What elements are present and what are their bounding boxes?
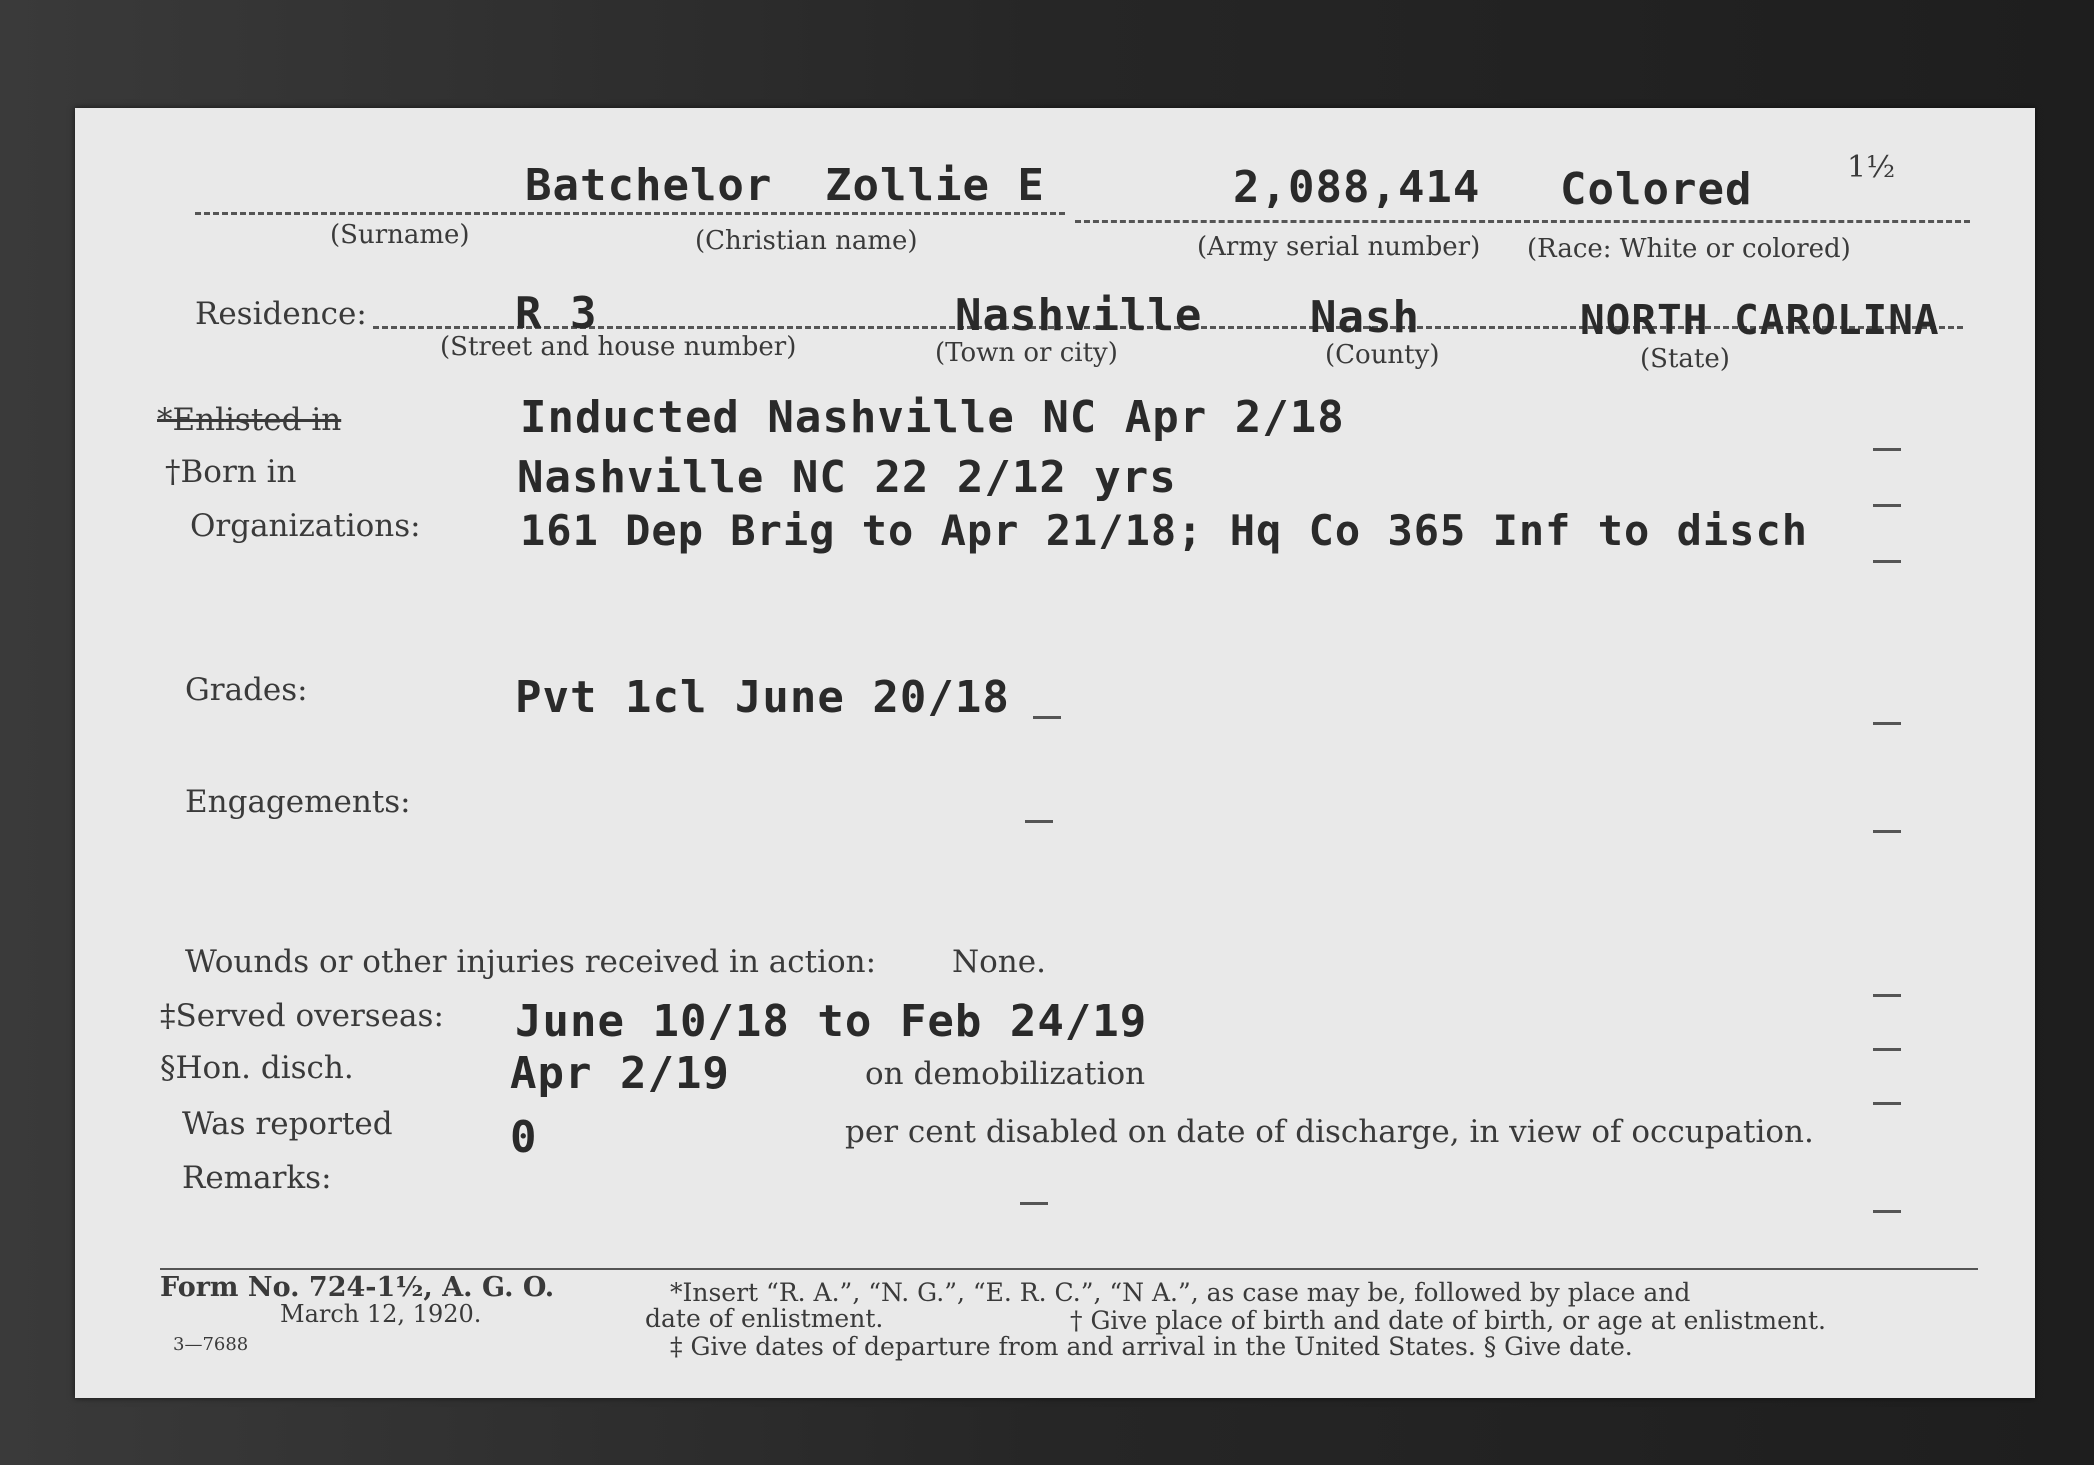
residence-county-value: Nash (1310, 292, 1420, 343)
margin-mark (1873, 504, 1901, 507)
form-number: Form No. 724-1½, A. G. O. (160, 1272, 555, 1303)
margin-mark (1873, 830, 1901, 833)
margin-mark (1873, 1210, 1901, 1213)
christian-name-label: (Christian name) (695, 226, 918, 256)
serial-number-value: 2,088,414 (1233, 162, 1481, 213)
margin-mark (1873, 722, 1901, 725)
margin-mark (1873, 1048, 1901, 1051)
surname-label: (Surname) (330, 220, 470, 250)
disability-percent-value: 0 (510, 1112, 538, 1163)
born-label: †Born in (165, 454, 297, 490)
race-value: Colored (1560, 164, 1753, 215)
disability-note: per cent disabled on date of discharge, in view of occupation. (845, 1114, 1814, 1150)
residence-street-value: R 3 (515, 288, 598, 339)
hon-disch-label: §Hon. disch. (160, 1050, 354, 1086)
served-overseas-label: ‡Served overseas: (160, 998, 444, 1034)
print-code: 3—7688 (173, 1334, 249, 1355)
footer-note-overseas: ‡ Give dates of departure from and arrival in the United States. § Give date. (670, 1332, 1633, 1361)
remarks-blank-mark (1020, 1202, 1048, 1205)
margin-mark (1873, 1102, 1901, 1105)
organizations-value: 161 Dep Brig to Apr 21/18; Hq Co 365 Inf to disch (520, 506, 1809, 555)
hon-disch-value: Apr 2/19 (510, 1048, 730, 1099)
served-overseas-value: June 10/18 to Feb 24/19 (515, 996, 1148, 1047)
card-number: 1½ (1847, 150, 1896, 185)
footer-note-born: † Give place of birth and date of birth, or age at enlistment. (1070, 1306, 1826, 1335)
town-label: (Town or city) (935, 338, 1118, 368)
footer-rule (160, 1268, 1978, 1270)
footer-note-enlistment-date: date of enlistment. (645, 1304, 884, 1333)
engagements-blank-mark (1025, 820, 1053, 823)
residence-town-value: Nashville (955, 290, 1203, 341)
county-label: (County) (1325, 340, 1440, 370)
grades-value: Pvt 1cl June 20/18 (515, 672, 1010, 723)
born-value: Nashville NC 22 2/12 yrs (517, 452, 1177, 503)
form-date: March 12, 1920. (280, 1300, 482, 1328)
was-reported-label: Was reported (182, 1106, 393, 1142)
enlisted-value: Inducted Nashville NC Apr 2/18 (520, 392, 1345, 443)
margin-mark (1873, 448, 1901, 451)
margin-mark (1873, 560, 1901, 563)
hon-disch-note: on demobilization (865, 1056, 1146, 1092)
surname-value: Batchelor (525, 160, 773, 211)
state-label: (State) (1640, 344, 1730, 374)
christian-name-value: Zollie E (825, 160, 1045, 211)
name-line (195, 212, 1065, 215)
street-label: (Street and house number) (440, 332, 797, 362)
footer-note-enlisted: *Insert “R. A.”, “N. G.”, “E. R. C.”, “N A.”, as case may be, followed by place and (670, 1278, 1691, 1307)
residence-label: Residence: (195, 296, 367, 332)
remarks-label: Remarks: (182, 1160, 332, 1196)
grades-end-mark (1033, 716, 1061, 719)
serial-number-label: (Army serial number) (1197, 232, 1481, 262)
serial-line (1075, 220, 1970, 223)
grades-label: Grades: (185, 672, 308, 708)
race-label: (Race: White or colored) (1527, 234, 1851, 264)
wounds-label: Wounds or other injuries received in action: (185, 944, 877, 980)
residence-state-value: NORTH CAROLINA (1580, 296, 1940, 344)
wounds-value: None. (952, 944, 1046, 980)
engagements-label: Engagements: (185, 784, 411, 820)
service-record-card (75, 108, 2035, 1398)
enlisted-label: *Enlisted in (157, 402, 342, 438)
margin-mark (1873, 994, 1901, 997)
organizations-label: Organizations: (190, 508, 421, 544)
